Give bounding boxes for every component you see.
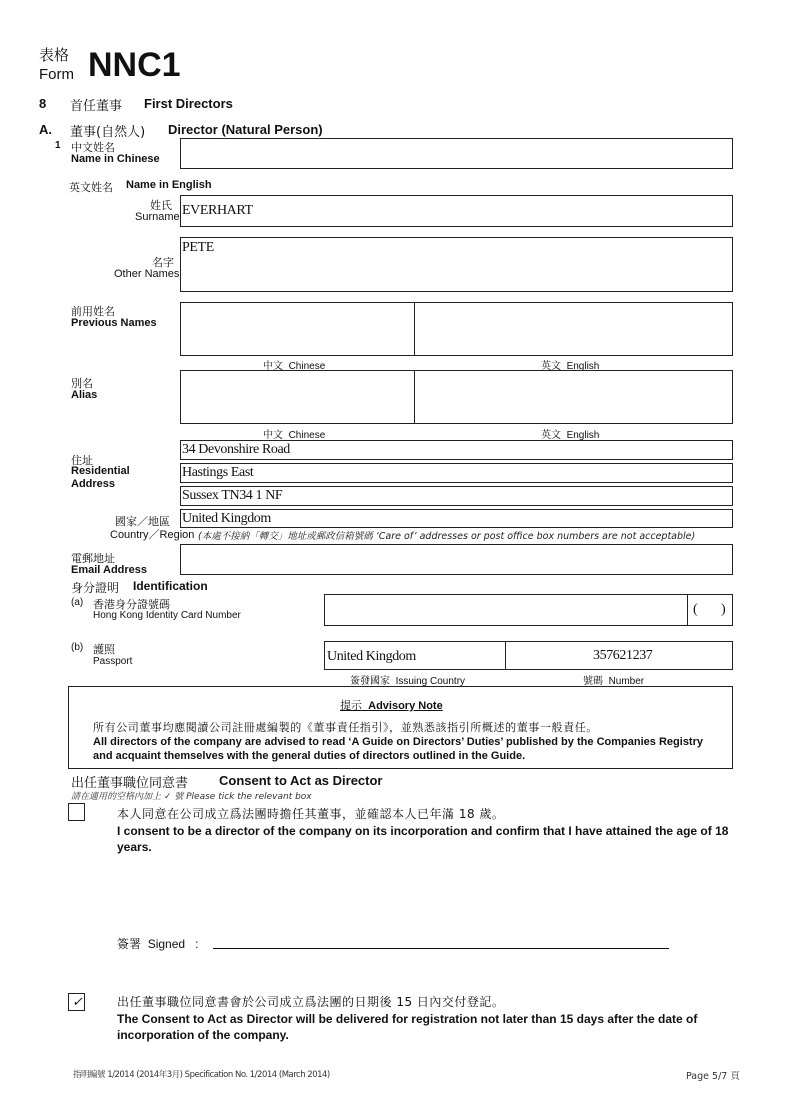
- issuing-country-caption: 簽發國家 Issuing Country: [350, 676, 466, 687]
- passport-country-field[interactable]: United Kingdom: [324, 641, 506, 670]
- passport-label-en: Passport: [93, 656, 133, 667]
- email-label-zh: 電郵地址: [71, 552, 115, 565]
- address-line1-field[interactable]: 34 Devonshire Road: [180, 440, 733, 460]
- care-of-note: (本處不接納「轉交」地址或郵政信箱號碼 ‘Care of’ addresses or post office box numbers are not acceptable): [198, 531, 696, 542]
- advisory-title: 提示 Advisory Note: [340, 699, 443, 712]
- alias-chinese-field[interactable]: [180, 370, 415, 424]
- country-field[interactable]: United Kingdom: [180, 509, 733, 528]
- form-label-zh: 表格: [39, 46, 70, 64]
- hkid-label-zh: 香港身分證號碼: [93, 598, 170, 611]
- page-number: Page 5/7 頁: [686, 1071, 740, 1082]
- country-label-zh: 國家／地區: [115, 515, 170, 528]
- signed-label: 簽署 Signed :: [117, 937, 199, 951]
- address-line3-field[interactable]: Sussex TN34 1 NF: [180, 486, 733, 506]
- specification-footer: 指明編號 1/2014 (2014年3月) Specification No. 1/2014 (March 2014): [73, 1070, 330, 1080]
- surname-label-en: Surname: [135, 211, 180, 223]
- advisory-note-box: [68, 686, 733, 769]
- identification-label-zh: 身分證明: [71, 581, 120, 595]
- consent-option2-zh: 出任董事職位同意書會於公司成立爲法團的日期後 15 日內交付登記。: [117, 995, 505, 1009]
- alias-chinese-caption: 中文 Chinese: [263, 430, 326, 441]
- alias-label-en: Alias: [71, 389, 98, 401]
- address-label-en1: Residential: [71, 465, 130, 477]
- surname-label-zh: 姓氏: [150, 199, 172, 212]
- consent-option1-en: I consent to be a director of the company on its incorporation and confirm that I have attained the age of 18 years.: [117, 824, 729, 854]
- name-chinese-field[interactable]: [180, 138, 733, 169]
- previous-names-english-field[interactable]: [414, 302, 733, 356]
- previous-names-label-zh: 前用姓名: [71, 305, 115, 318]
- other-names-label-en: Other Names: [114, 268, 180, 280]
- name-english-label-en: Name in English: [126, 179, 212, 191]
- previous-english-caption: 英文 English: [541, 361, 600, 372]
- section-title-zh: 首任董事: [70, 99, 123, 114]
- signature-line[interactable]: [213, 948, 669, 949]
- name-chinese-label-zh: 中文姓名: [71, 141, 115, 154]
- section-title-en: First Directors: [144, 96, 233, 111]
- consent-option2-en: The Consent to Act as Director will be delivered for registration not later than 15 days after the date of incorporation of the company.: [117, 1012, 698, 1042]
- alias-label-zh: 別名: [71, 377, 93, 390]
- sub-title-zh: 董事(自然人): [70, 125, 146, 140]
- tick-instruction: 請在適用的空格內加上 ✓ 號 Please tick the relevant box: [71, 792, 312, 802]
- hkid-field[interactable]: [324, 594, 688, 626]
- alias-english-field[interactable]: [414, 370, 733, 424]
- surname-field[interactable]: EVERHART: [180, 195, 733, 227]
- passport-mark: (b): [71, 642, 84, 653]
- previous-chinese-caption: 中文 Chinese: [263, 361, 326, 372]
- previous-names-label-en: Previous Names: [71, 317, 157, 329]
- sub-letter: A.: [39, 122, 52, 137]
- consent-option1-checkbox[interactable]: [68, 803, 85, 821]
- hkid-mark: (a): [71, 597, 84, 608]
- identification-label-en: Identification: [133, 579, 208, 593]
- consent-option1-zh: 本人同意在公司成立爲法團時擔任其董事，並確認本人已年滿 18 歲。: [117, 807, 505, 821]
- passport-number-caption: 號碼 Number: [583, 676, 645, 687]
- other-names-field[interactable]: PETE: [180, 237, 733, 292]
- advisory-text-en: All directors of the company are advised to read ‘A Guide on Directors’ Duties’ published by the Companies Registry and acquaint themselves with the general duties of directors outlined in the Guide.: [93, 736, 703, 762]
- hkid-label-en: Hong Kong Identity Card Number: [93, 610, 241, 621]
- email-field[interactable]: [180, 544, 733, 575]
- previous-names-chinese-field[interactable]: [180, 302, 415, 356]
- address-label-en2: Address: [71, 478, 116, 490]
- address-line2-field[interactable]: Hastings East: [180, 463, 733, 483]
- sub-title-en: Director (Natural Person): [168, 122, 323, 137]
- consent-title-zh: 出任董事職位同意書: [71, 776, 189, 791]
- advisory-text-zh: 所有公司董事均應閱讀公司註冊處編製的《董事責任指引》，並熟悉該指引所概述的董事一般責任。: [93, 721, 598, 734]
- email-label-en: Email Address: [71, 564, 148, 576]
- passport-number-field[interactable]: 357621237: [505, 641, 733, 670]
- other-names-label-zh: 名字: [152, 256, 174, 269]
- section-number: 8: [39, 96, 47, 111]
- form-code: NNC1: [88, 46, 181, 84]
- country-label-en: Country／Region: [110, 529, 195, 541]
- address-label-zh: 住址: [71, 454, 93, 467]
- item-number: 1: [55, 140, 61, 151]
- name-chinese-label-en: Name in Chinese: [71, 153, 160, 165]
- hkid-check-digit-field[interactable]: ( ): [687, 594, 733, 626]
- name-english-label-zh: 英文姓名: [69, 181, 113, 194]
- alias-english-caption: 英文 English: [541, 430, 600, 441]
- passport-label-zh: 護照: [93, 643, 115, 656]
- consent-title-en: Consent to Act as Director: [219, 773, 383, 788]
- form-label-en: Form: [39, 66, 74, 83]
- consent-option2-checkbox[interactable]: ✓: [68, 993, 85, 1011]
